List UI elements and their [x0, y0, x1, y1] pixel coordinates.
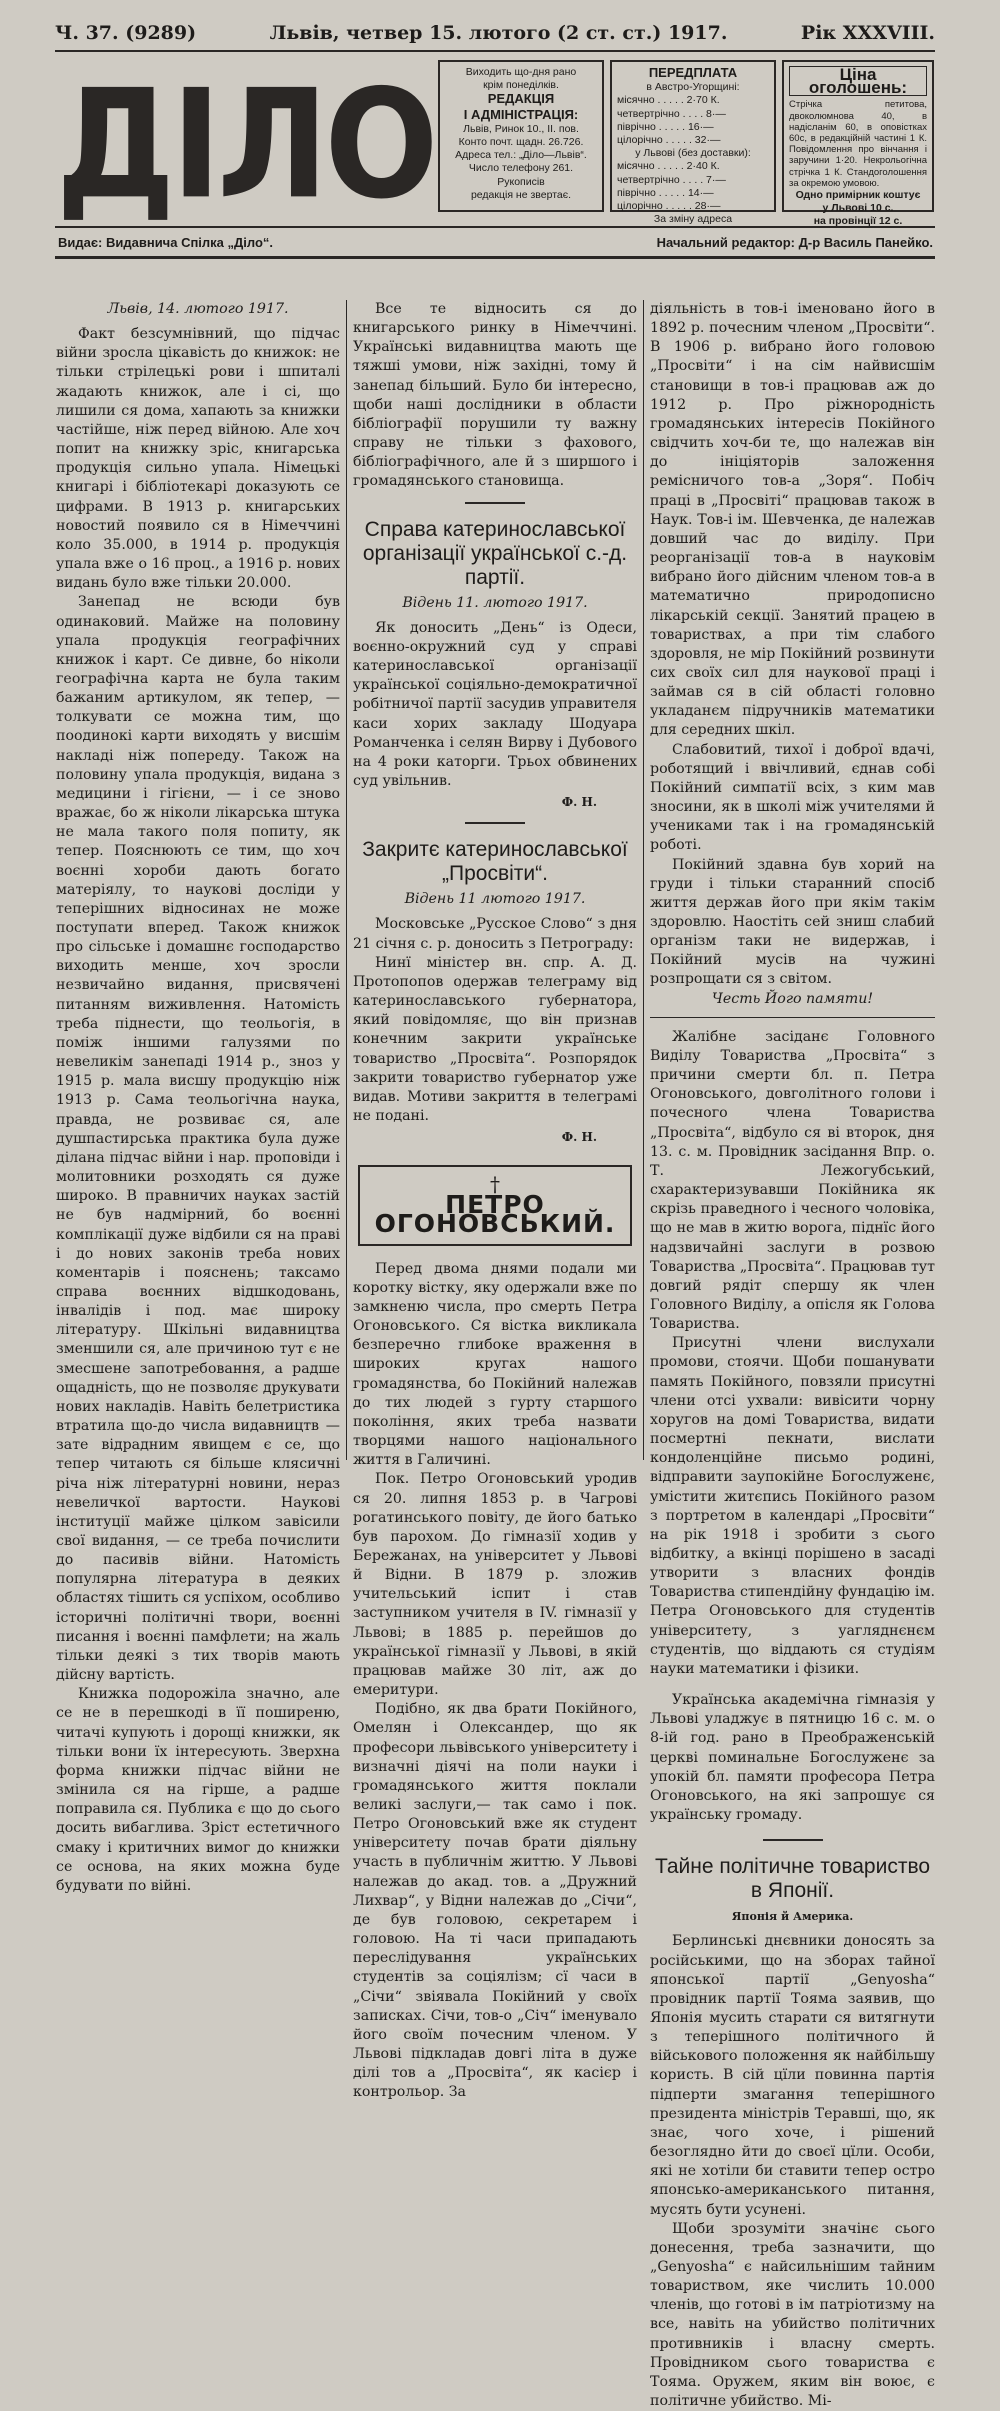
top-rule: [55, 50, 935, 52]
editor: Начальний редактор: Д-р Василь Панейко.: [656, 235, 933, 250]
box-text: Стрічка петитова, двоколюмнова 40, в надісланім 60, в оповістках 60с, в редакційній частині 1 К. Повідомлення про вінчання і заручини 1·20. Некрольогічна стрічка 1 К. Стандоголошення за окремою умовою.: [789, 99, 927, 189]
separator: [763, 1839, 823, 1841]
dateline: Відень 11. лютого 1917.: [402, 594, 588, 611]
box-line: на провінції 12 с.: [813, 215, 903, 228]
paragraph: Присутні члени вислухали промови, стоячи. Щоби пошанувати память Покійного, повзяли присутні члени отсі ухвали: вивісити чорну хоругов на домі Товариства, видати посмертні пекнати, вислати кондоленційне письмо родині, відправити заупокійне Богослуженє, умістити житєпись Покійного разом з портретом в календарі „Просвіти“ на рік 1918 і зробити з сього відбитку, а вкінці порішено в засаді утворити з власних фондів Товариства стипендійну фундацію ім. Петра Огоновського для студентів університету, з уагляднєнєм студентів, що віддають ся студіям науки математики і фізики.: [650, 1335, 935, 1677]
box-line: Виходить що-дня рано: [465, 66, 577, 78]
headline: Тайне політичне товариство в Японії.: [654, 1855, 931, 1903]
box-line: Конто почт. щадн. 26.726.: [458, 136, 584, 149]
ads-price-box: [782, 60, 934, 228]
cross-icon: †: [490, 1172, 500, 1197]
paragraph: Жалібне засіданє Головного Виділу Товариства „Просвіта“ з причини смерти бл. п. Петра Огоновського, довголітного голови і почесного члена Товариства „Просвіта“, відбуло ся ві второк, дня 13. с. м. Провідник засідання Впр. о. Т. Лежогубський, схарактеризувавши Покійника як скрізь праведного і чесного чоловіка, що не мав в житю ворога, піднїс його надзвичайні заслуги в розвою Товариства „Просвіта“. Працював тут довгий рядіт спершу як член Головного Виділу, а опісля як Голова Товариства.: [650, 1028, 935, 1333]
paragraph: Факт безсумнівний, що підчас війни зросла цікавість до книжок: не тільки стрілецькі рови і шпиталі жадають книжок, але і сі, що лишили ся дома, хапають за книжки частійше, ніж перед війною. Але хоч попит на книжку зріс, книгарська продукція сильно упала. Німецькі книгарі і бібліотекарі доказують се цифрами. В 1913 р. книгарських новостий появило ся в Німеччині коло 35.000, в 1914 р. продукція упала вже о 16 проц., а 1916 р. нових видань було вже тільки 20.000.: [56, 326, 340, 592]
paragraph: Покійний здавна був хорий на груди і тільки старанний спосіб життя держав його при якім такім здоровлю. Наостіть сей зниш слабий організм таки не видержав, і Покійний мусів на чужині розпрощати ся з світом.: [650, 856, 935, 988]
box-line: Адреса тел.: „Діло—Львів“.: [455, 149, 587, 162]
obituary-box: [358, 1165, 632, 1245]
paragraph: Московське „Русское Слово“ з дня 21 січня с. р. доносить з Петрограду:: [353, 916, 637, 952]
paragraph: Українська академічна гімназія у Львові уладжує в пятницю 16 с. м. о 8-ій год. рано в Преображенській церкві поминальне Богослуженє за упокій бл. памяти професора Петра Огоновського, на які запрошує ся українську громаду.: [650, 1692, 935, 1824]
column-3: [650, 300, 935, 2411]
imprint-line: [58, 235, 933, 250]
subscription-box: [610, 60, 776, 226]
dateline: Львів, 14. лютого 1917.: [107, 301, 289, 317]
box-heading: ПЕРЕДПЛАТА: [648, 65, 738, 80]
price-row: цілорічно . . . . . 28·—: [617, 200, 721, 213]
separator: [465, 502, 525, 504]
paragraph: Занепад не всюди був одинаковий. Майже на половину упала продукція географічних книжок і карт. Се дивне, бо ніколи географічна карта не була таким бажаним артикулом, як тепер, — толкувати се можна тим, що поодинокі карти виходять у висшім накладі ніж попереду. Також на половину упала продукція, видана з медицини і гігієни, — і се зново вражає, бо ж ніколи лікарська штука не мала такого поля попиту, як тепер. Пояснюють се тим, що хоч воєнні хороби дають богато матеріялу, то наукові досліди у теперішних відносинах не може поступати вперед. Також книжок про сільське і домашнє господарство виходить менше, хоч зросли незвичайно видання, присвячені питанням виживлення. Натомість треба піднести, що теольогія, в поміж іншими галузями по невеликім занепаді 1914 р., зноз у 1915 р. мала висшу продукцію ніж 1913 р. Сама теольогічна наука, правда, не розвиває ся, але душпастирська практика була дуже ділана підчас війни і нар. проповіди і молитовники розходять ся дуже широко. В правничих науках застій не був надмірний, бо воєнні комплікації дуже відбили ся на праві і до нових законів треба нових коментарів і пояснень; таксамо справа воєнних відшкодовань, інвалідів і под. має широку літературу. Шкільні видавництва зменшили ся, але причиною тут є не змесшене запотребовання, а радше ощадність, що не позволяє друкувати нових накладів. Навіть белетристика втратила що-до числа видавництв — зате відрадним явищем є се, що тепер читають ся більше клясичні річа ніж літературні новини, нераз невеличкої вартости. Наукові інституції майже цілком завісили свої видання, — се треба почислити до пасивів війни. Натомість популярна література в деяких областях тішить ся успіхом, особливо історичні політичні твори, воєнні писання і воєнні памфлети; на жаль тільки деякі з тих творів мають дійсну вартість.: [56, 594, 340, 1684]
publisher: Видає: Видавнича Спілка „Діло“.: [58, 235, 274, 250]
issue-number: Ч. 37. (9289): [55, 22, 197, 44]
paragraph: Книжка подорожіла значно, але се не в перешкоді в її поширеню, читачі купують і дорощі книжки, як тільки вони їх інтересують. Зверхна форма книжки підчас війни не змінила ся на гірше, а радше поправила ся. Публика є що до сього досить вибаглива. Зріст естетичного смаку і критичних вимог до книжки се основа, на яких можна буде будувати по війні.: [56, 1686, 340, 1894]
price-row: місячно . . . . . 2·70 К.: [617, 94, 720, 107]
box-line: редакція не звертає.: [470, 188, 572, 201]
box-line: Рукописів: [497, 175, 545, 188]
column-1-article: [56, 300, 340, 1896]
obituary-name: ПЕТРО ОГОНОВСЬКИЙ.: [374, 1190, 616, 1239]
box-line: у Львові 10 с.: [822, 202, 894, 215]
paragraph: Берлинські днєвники доносять за російськими, що на зборах тайної японської партії „Genyosha“ провідник партії Тояма заявив, що Японія мусить старати ся витягнути з теперішного політичного й військового положення як найбільшу користь. В сій цїли повинна партія підперти змагання теперішного президента міністрів Теравші, що, як знає, чого хоче, і рішений безоглядно йти до своєї цїли. Особи, які не хотіли би ставити тепер остро японсько-американського питання, мусять бути усунені.: [650, 1933, 935, 2218]
office-box: [438, 60, 604, 212]
column-rule: [643, 300, 644, 1460]
imprint-rule-top: [55, 226, 935, 228]
price-row: четвертрічно . . . . 7·—: [617, 173, 726, 186]
paragraph: діяльність в тов-і іменовано його в 1892 р. почесним членом „Просвіти“. В 1906 р. вибрано його головою „Просвіти“ і на сім найвисшім становищи в тов-і працював аж до 1912 р. Про ріжнородність громадянських інтересів Покійного свідчить хоч-би те, що належав він до ініціяторів заложення ремісничого тов-а „Зоря“. Побіч праці в „Просвіті“ працював також в Наук. Тов-і ім. Шевченка, де належав довший час до виділу. При реорганізації тов-а в науковім вибрано його дійсним членом тов-а в математично природописно лікарській секції. Занятий працею в товариствах, а при тім слабого здоровля, не мір Покійний розвинути сих своїх сил для наукової праці і займав ся в сій області головно укладанєм підручників математики для середних шкіл.: [650, 301, 935, 739]
paragraph: Подібно, як два брати Покійного, Омелян і Олександер, що як професори львівського університету і визначні діячі на поли науки і громадянського життя поклали великі заслуги,— так само і пок. Петро Огоновський вже як студент університету почав брати діяльну участь в публичнім життю. У Львові належав до акад. тов. а „Дружний Лихвар“, у Відни належав до „Січи“, де був головою, секретарем і головою. На ті часи припадають переслідування українських студентів за соціялізм; сї часи в „Січи“ звіявала Покійний у своїх записках. Січи, тов-о „Січ“ іменувало його своїм почесним членом. У Львові підкладав довгі літа в дуже ділі тов а „Просвіта“, як касієр і контрольор. За: [353, 1701, 637, 2101]
column-rule: [346, 300, 347, 1460]
headline: Справа катеринославської організації української с.-д. партії.: [362, 517, 628, 589]
box-line: Одно примірник коштує: [795, 189, 921, 202]
price-row: піврічно . . . . . 14·—: [617, 186, 714, 199]
subheadline: Японія й Америка.: [731, 1910, 854, 1924]
box-heading: Ціна оголошень:: [789, 66, 927, 96]
dateline: Відень 11 лютого 1917.: [404, 891, 586, 908]
box-line: За зміну адреса: [653, 213, 733, 226]
paragraph: Щоби зрозуміти значінє сього донесення, треба зазначити, що „Genyosha“ є найсильнішим тайним товариством, яке числить 10.000 членів, що готові в ім патріотизму на все, навіть на убийство політичних противників і власну смерть. Провідником сього товариства є Тояма. Оружем, яким він воює, є політичне убийство. Мі-: [650, 2220, 935, 2410]
signature: Ф. Н.: [561, 795, 597, 810]
box-heading: І АДМІНІСТРАЦІЯ:: [463, 106, 579, 122]
paragraph: Слабовитий, тихої і доброї вдачі, роботящий і ввічливий, єднав собі Покійний симпатії всіх, з ким мав зносини, як в школі між учителями й учениками так і на громадянській роботі.: [650, 741, 935, 854]
year-label: Рік XXXVIII.: [800, 22, 935, 44]
place-date: Львів, четвер 15. лютого (2 ст. ст.) 1917.: [269, 22, 728, 44]
box-heading: РЕДАКЦІЯ: [487, 91, 555, 107]
masthead-title: ДІЛО: [56, 57, 435, 233]
signature: Ф. Н.: [561, 1130, 597, 1145]
price-row: четвертрічно . . . . 8·—: [617, 107, 726, 120]
box-line: у Львові (без доставки):: [635, 147, 751, 160]
paragraph: Перед двома днями подали ми коротку вістку, яку одержали вже по замкненю числа, про смерть Петра Огоновського. Ся вістка викликала безперечно глибоке враження в широких кругах нашого громадянства, бо Покійний належав до тих людей з гурту старшого покоління, яких треба назвати творцями нашого національного життя в Галичині.: [353, 1260, 637, 1469]
imprint-rule-bottom: [55, 256, 935, 259]
issue-line: [55, 22, 935, 48]
headline: Закритє катеринославської „Просвіти“.: [362, 838, 628, 886]
separator: [650, 1017, 935, 1018]
price-row: піврічно . . . . . 16·—: [617, 120, 714, 133]
paragraph: Нинї міністер вн. спр. А. Д. Протопопов одержав телеграму від катеринославського губернатора, який повідомляє, що він признав конечним закрити українське товариство „Просвіта“. Розпорядок закрити товариство губернатор уже видав. Мотиви закриття в телеграмі не подані.: [353, 954, 637, 1124]
box-line: в Австро-Угорщині:: [646, 81, 740, 94]
memorial-line: Честь Його памяти!: [711, 990, 874, 1007]
box-line: Число телефону 261.: [468, 162, 574, 175]
paragraph: Все те відносить ся до книгарського ринку в Німеччині. Українські видавництва мають ще тяжші умови, ніж західні, тому й занепад більший. Було би інтересно, щоби наші дослідники в области бібліографії порушили ту важну справу не тільки з фахового, бібліографічного, але й з ширшого і громадянського становища.: [353, 301, 637, 490]
column-2: [353, 300, 637, 2103]
separator: [465, 822, 525, 824]
box-line: Львів, Ринок 10., II. пов.: [463, 122, 579, 135]
paragraph: Як доносить „День“ із Одеси, воєнно-окружний суд у справі катеринославської організації української соціяльно-демократичної робітничої партії засудив управителя каси хорих закладу Шодуара Романченка і селян Вирву і Дубового на 4 роки каторги. Трьох обвинених суд увільнив.: [353, 619, 637, 789]
paragraph: Пок. Петро Огоновський уродив ся 20. липня 1853 р. в Чагрові рогатинського повіту, де його батько був парохом. До гімназії ходив у Бережанах, на університет у Львові й Відни. В 1879 р. зложив учительський іспит і став заступником учителя в IV. гімназії у Львові; в 1885 р. перейшов до української гімназії у Львові, в якій працював майже 30 літ, аж до емеритури.: [353, 1471, 637, 1699]
price-row: місячно . . . . . 2·40 К.: [617, 160, 720, 173]
price-row: цілорічно . . . . . 32·—: [617, 134, 721, 147]
box-line: крім понеділків.: [483, 79, 559, 92]
